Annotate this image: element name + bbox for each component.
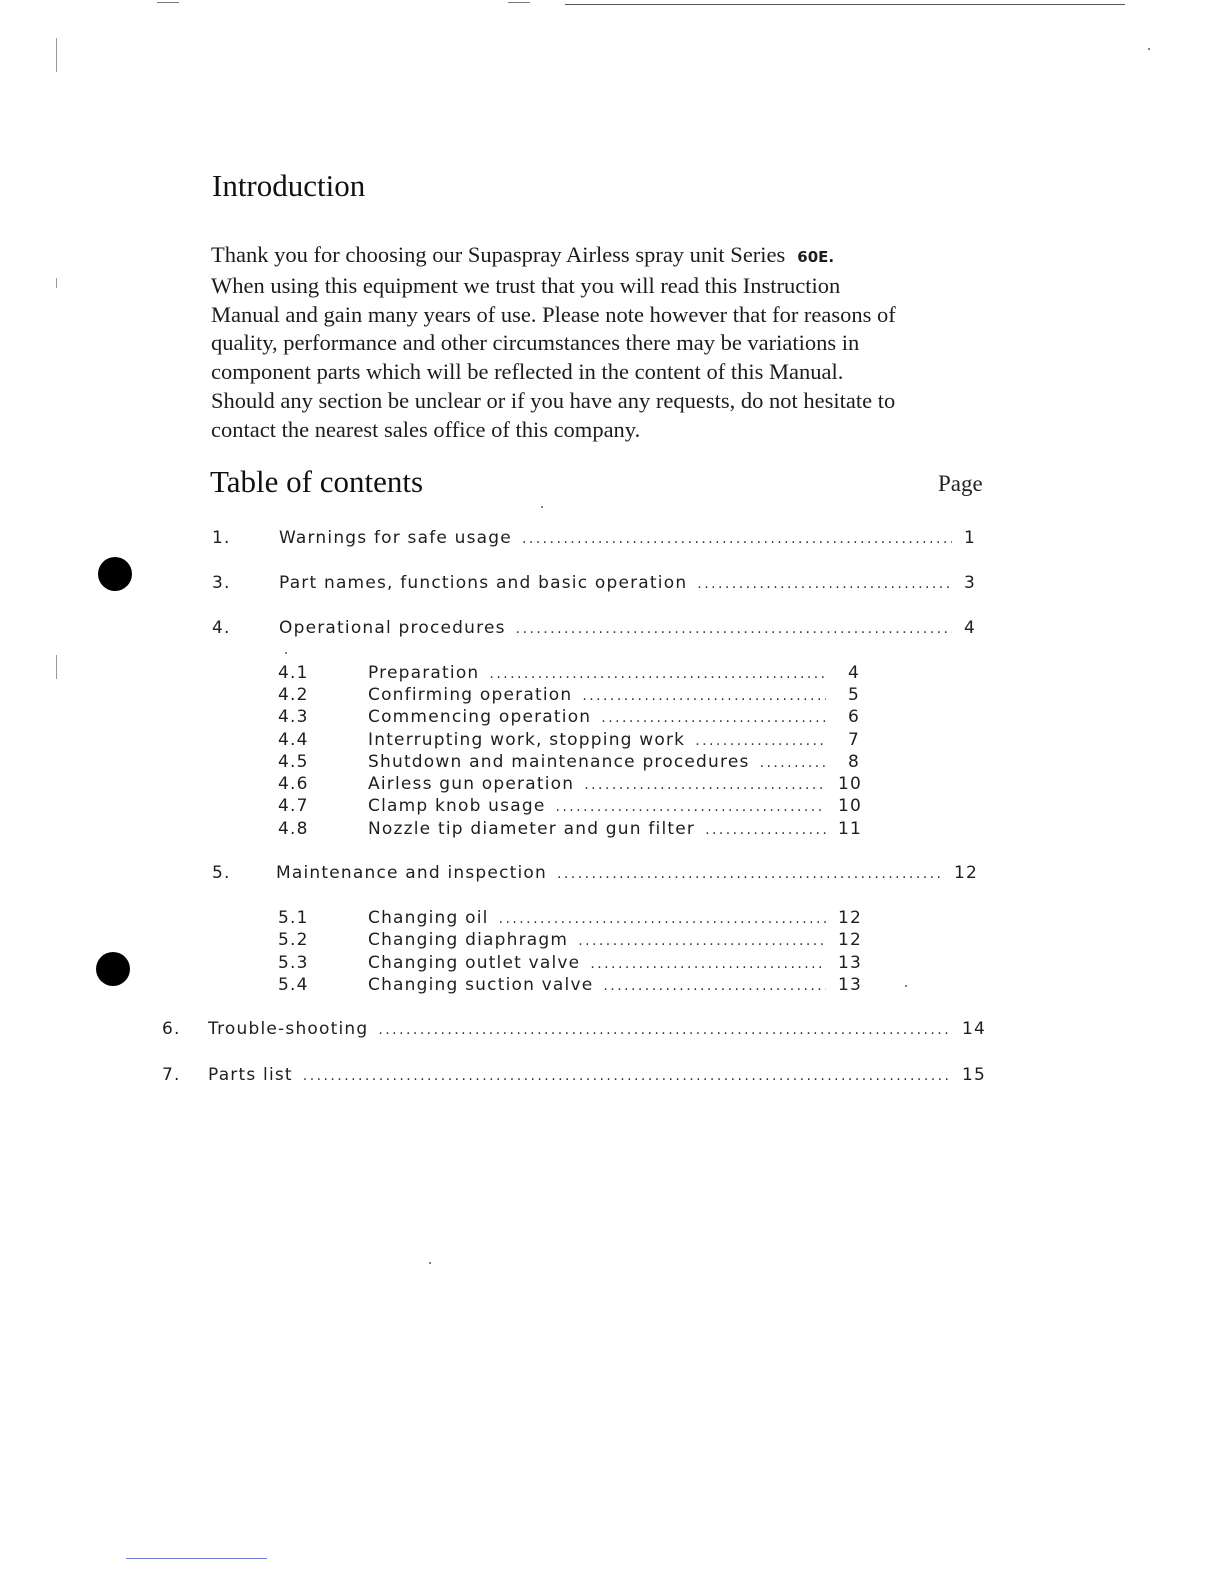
toc-subentry [278,908,863,930]
toc-entry-title: Nozzle tip diameter and gun filter [368,819,696,839]
toc-entry-page: 14 [962,1019,987,1039]
toc-entry-page: 11 [838,819,863,839]
toc-entry-page: 13 [838,975,863,995]
toc-entry-page: 8 [847,752,860,772]
toc-entry-title: Changing oil [368,908,489,928]
toc-subentry [278,796,863,818]
toc-entry-page: 12 [954,863,979,883]
toc-entry-number: 5.2 [278,930,309,950]
intro-line: contact the nearest sales office of this company. [211,416,641,442]
toc-entry-number: 5. [212,863,231,883]
toc-entry-title: Trouble-shooting [208,1019,369,1039]
dot-leader [697,576,952,592]
intro-line: quality, performance and other circumstances there may be variations in [211,330,860,356]
toc-subentry [278,774,863,796]
toc-entry-title: Confirming operation [368,685,573,705]
toc-entry-number: 4.3 [278,707,309,727]
intro-line-text: Thank you for choosing our Supaspray Airless spray unit Series [211,242,786,267]
dot-leader [555,799,826,815]
toc-subentry [278,930,863,952]
series-model: 60E. [797,248,835,266]
toc-subentry [278,707,860,729]
dot-leader [303,1068,950,1084]
toc-entry-title: Maintenance and inspection [276,863,547,883]
toc-entry-page: 15 [962,1065,987,1085]
dot-leader [603,978,826,994]
toc-page-column-label: Page [938,471,983,496]
toc-entry-number: 5.4 [278,975,309,995]
dot-leader [590,956,826,972]
toc-entry-page: 4 [964,618,977,638]
dot-leader [557,866,942,882]
toc-subentry [278,730,860,752]
toc-entry-number: 4.7 [278,796,309,816]
intro-line: Manual and gain many years of use. Please note however that for reasons of [211,301,896,327]
toc-entry-page: 13 [838,953,863,973]
dot-leader [489,666,826,682]
toc-subentry [278,975,863,997]
toc-entry-number: 5.1 [278,908,309,928]
toc-entry-title: Parts list [208,1065,293,1085]
dot-leader [522,531,952,547]
toc-entry-page: 5 [847,685,860,705]
dot-leader [705,822,826,838]
toc-entry [212,573,976,597]
toc-entry-number: 4.2 [278,685,309,705]
toc-entry-page: 6 [847,707,860,727]
dot-leader [601,710,826,726]
toc-subentry [278,953,863,975]
toc-entry-number: 4. [212,618,231,638]
intro-line: component parts which will be reflected in the content of this Manual. [211,359,844,385]
toc-heading: Table of contents [210,464,424,499]
toc-entry-page: 7 [847,730,860,750]
toc-entry-number: 4.1 [278,663,309,683]
toc-entry-number: 7. [162,1065,181,1085]
toc-entry-title: Changing suction valve [368,975,594,995]
toc-entry-title: Preparation [368,663,480,683]
toc-entry-page: 3 [964,573,977,593]
toc-entry-number: 4.6 [278,774,309,794]
dot-leader [582,688,826,704]
toc-entry [212,528,976,552]
introduction-heading: Introduction [212,168,366,203]
toc-subentry [278,685,860,707]
dot-leader [695,733,826,749]
toc-entry-page: 12 [838,930,863,950]
toc-entry-number: 4.5 [278,752,309,772]
toc-entry-page: 1 [964,528,977,548]
toc-entry-title: Part names, functions and basic operation [279,573,688,593]
toc-entry [162,1065,987,1089]
toc-entry-title: Interrupting work, stopping work [368,730,686,750]
toc-entry-number: 3. [212,573,231,593]
toc-entry [212,618,976,642]
toc-entry-page: 10 [838,796,863,816]
toc-entry-title: Shutdown and maintenance procedures [368,752,750,772]
dot-leader [760,755,826,771]
dot-leader [578,933,826,949]
toc-subentry [278,752,860,774]
toc-entry-title: Airless gun operation [368,774,575,794]
toc-entry-title: Changing diaphragm [368,930,569,950]
toc-entry-number: 6. [162,1019,181,1039]
toc-subentry [278,663,860,685]
toc-entry-number: 5.3 [278,953,309,973]
toc-entry-number: 1. [212,528,231,548]
toc-entry-title: Clamp knob usage [368,796,546,816]
toc-entry-page: 10 [838,774,863,794]
toc-entry-title: Warnings for safe usage [279,528,512,548]
intro-line: Should any section be unclear or if you have any requests, do not hesitate to [211,387,896,413]
toc-entry [212,863,979,887]
dot-leader [584,777,826,793]
dot-leader [378,1022,950,1038]
dot-leader [499,911,826,927]
toc-subentry [278,819,863,841]
toc-entry-title: Commencing operation [368,707,592,727]
toc-entry-page: 12 [838,908,863,928]
toc-entry-title: Operational procedures [279,618,506,638]
toc-entry-number: 4.4 [278,730,309,750]
intro-line: When using this equipment we trust that you will read this Instruction [211,272,841,298]
toc-entry-title: Changing outlet valve [368,953,581,973]
toc-entry [162,1019,987,1043]
toc-entry-number: 4.8 [278,819,309,839]
dot-leader [516,621,952,637]
toc-entry-page: 4 [847,663,860,683]
